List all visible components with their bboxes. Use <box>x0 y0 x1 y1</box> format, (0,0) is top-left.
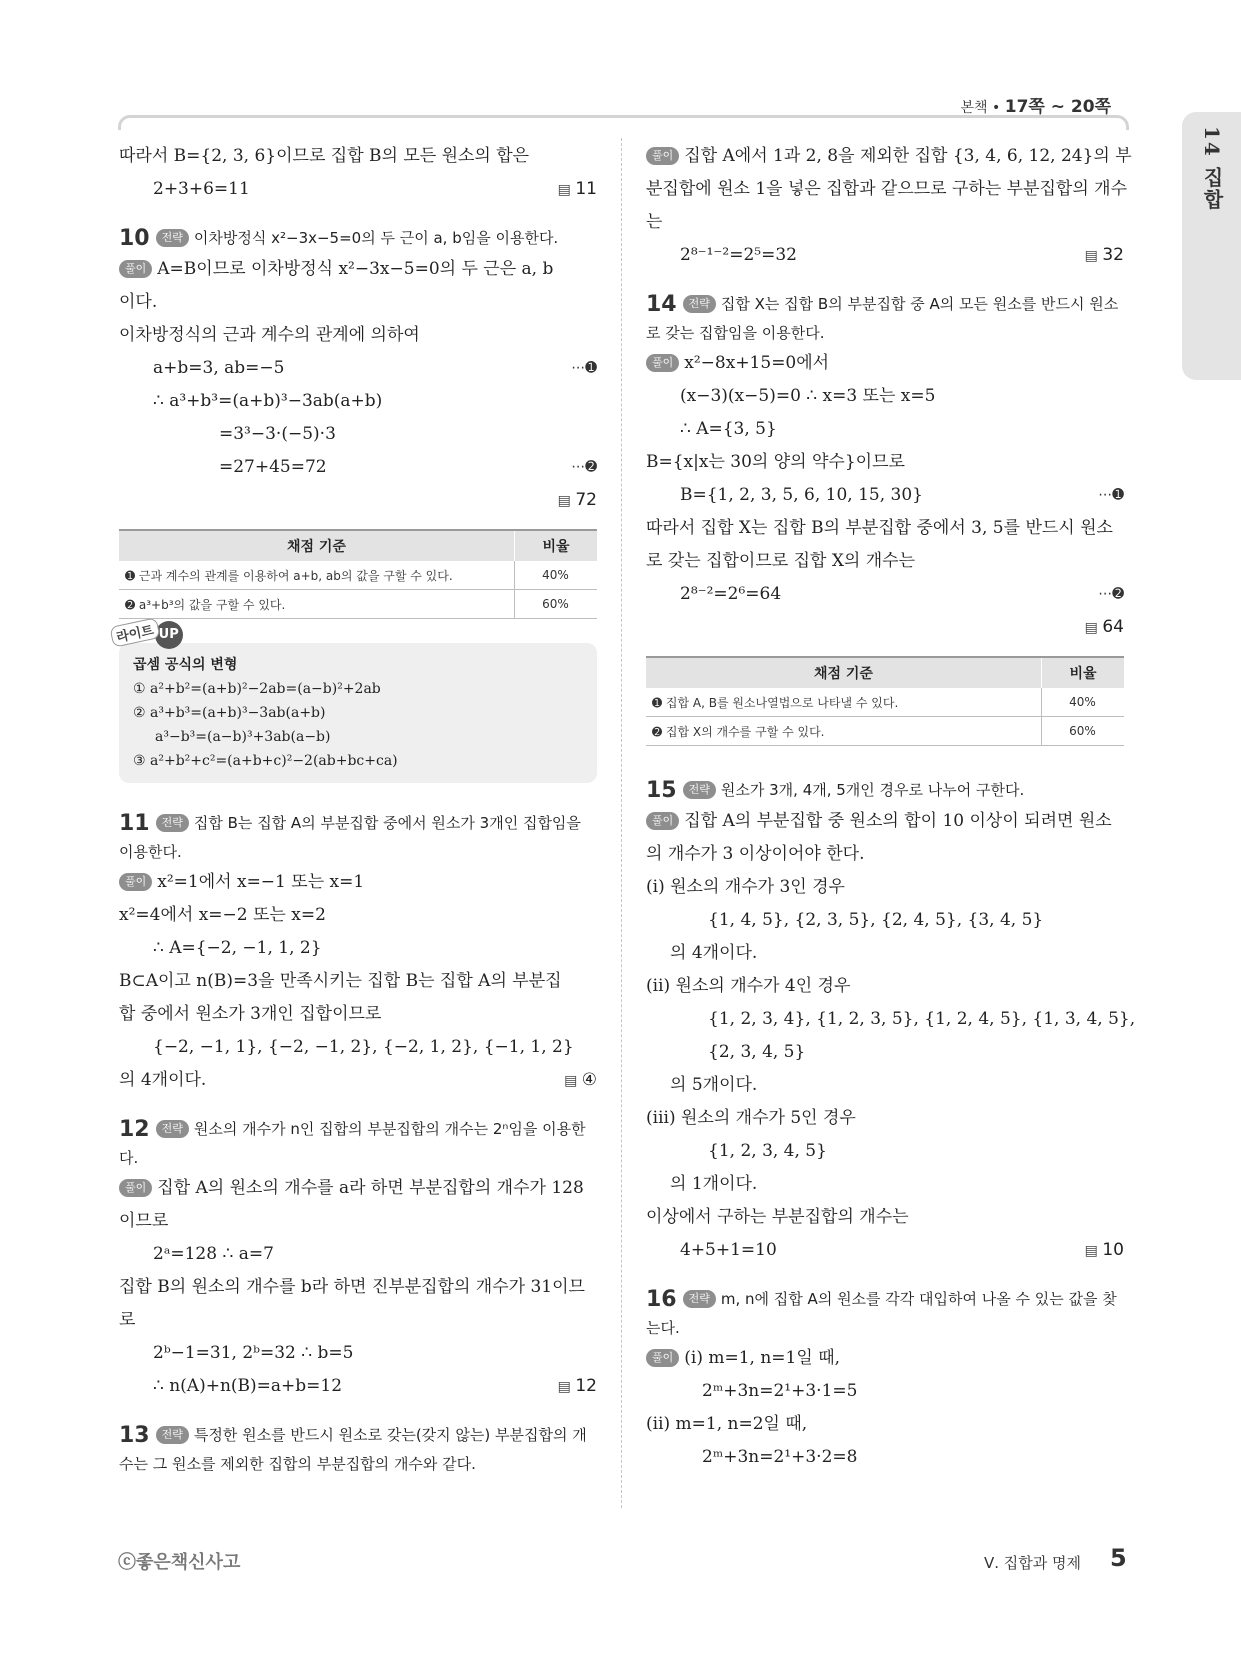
strategy-text: m, n에 집합 A의 원소를 각각 대입하여 나올 수 있는 값을 찾는다. <box>646 1290 1117 1337</box>
answer: ▤ 10 <box>1085 1234 1124 1268</box>
question-13-header <box>119 1421 597 1478</box>
solution-text: x²−8x+15=0에서 <box>684 353 830 373</box>
grading-table <box>646 656 1124 746</box>
tip-line: a³−b³=(a−b)³+3ab(a−b) <box>155 729 331 745</box>
table-cell: 40% <box>515 561 598 590</box>
equation: 2+3+6=11 <box>153 179 250 199</box>
strategy-text: 집합 B는 집합 A의 부분집합 중에서 원소가 3개인 집합임을 이용한다. <box>119 814 581 861</box>
equation-line <box>119 451 597 484</box>
tip-tag-up: UP <box>155 621 183 649</box>
chapter-tab <box>1182 112 1241 380</box>
question-10-header <box>119 224 597 253</box>
equation: 4+5+1=10 <box>680 1240 777 1260</box>
table-header: 채점 기준 <box>646 657 1042 688</box>
text-line: 로 갖는 집합이므로 집합 X의 개수는 <box>646 551 916 571</box>
text-line: (ⅱ) 원소의 개수가 4인 경우 <box>646 976 851 996</box>
header-label: 본책 <box>960 100 988 116</box>
text-line: 분집합에 원소 1을 넣은 집합과 같으므로 구하는 부분집합의 개수 <box>646 179 1128 199</box>
strategy-badge: 전략 <box>156 1426 189 1444</box>
text-line <box>119 1064 597 1097</box>
question-number: 10 <box>119 226 150 251</box>
equation-line: 2ᵇ−1=31, 2ᵇ=32 ∴ b=5 <box>153 1343 354 1363</box>
step-marker: ⋯➋ <box>571 459 597 475</box>
strategy-badge: 전략 <box>683 295 716 313</box>
table-cell: 40% <box>1042 688 1125 717</box>
tip-line: ① a²+b²=(a+b)²−2ab=(a−b)²+2ab <box>133 681 381 697</box>
text-line: B⊂A이고 n(B)=3을 만족시키는 집합 B는 집합 A의 부분집 <box>119 971 562 991</box>
question-15-header <box>646 776 1124 805</box>
equation-line: 2ᵃ=128 ∴ a=7 <box>153 1244 274 1264</box>
equation-line: 2ᵐ+3n=2¹+3·1=5 <box>702 1381 858 1401</box>
solution-text: 집합 A의 부분집합 중 원소의 합이 10 이상이 되려면 원소 <box>684 811 1112 831</box>
text-line: (ⅱ) m=1, n=2일 때, <box>646 1414 808 1434</box>
question-12-header <box>119 1115 597 1172</box>
table-row <box>646 717 1124 746</box>
strategy-badge: 전략 <box>156 229 189 247</box>
solution-badge: 풀이 <box>646 1349 679 1367</box>
text-line <box>646 1342 1124 1375</box>
table-row <box>646 688 1124 717</box>
step-marker: ⋯➊ <box>1098 487 1124 503</box>
equation-line <box>646 1234 1124 1267</box>
text-line <box>646 805 1124 838</box>
equation-line <box>646 578 1124 611</box>
table-header: 채점 기준 <box>119 530 515 561</box>
tip-tag <box>111 621 183 649</box>
question-number: 13 <box>119 1423 150 1448</box>
solution-badge: 풀이 <box>646 354 679 372</box>
text-line: 로 <box>119 1310 136 1330</box>
solution-text: A=B이므로 이차방정식 x²−3x−5=0의 두 근은 a, b <box>157 259 554 279</box>
table-cell: 60% <box>515 590 598 619</box>
equation-line <box>119 352 597 385</box>
table-cell: ➋ 집합 X의 개수를 구할 수 있다. <box>646 717 1042 746</box>
equation-line <box>119 173 597 206</box>
strategy-text: 원소의 개수가 n인 집합의 부분집합의 개수는 2ⁿ임을 이용한다. <box>119 1120 586 1167</box>
text-line <box>119 1172 597 1205</box>
text-line: 따라서 B={2, 3, 6}이므로 집합 B의 모든 원소의 합은 <box>119 146 530 166</box>
equation: a+b=3, ab=−5 <box>153 358 285 378</box>
equation-line: {1, 2, 3, 4, 5} <box>708 1141 827 1161</box>
solution-badge: 풀이 <box>119 873 152 891</box>
right-column <box>646 140 1136 1474</box>
grading-table <box>119 529 597 619</box>
equation-line: {1, 2, 3, 4}, {1, 2, 3, 5}, {1, 2, 4, 5}, {1, 3, 4, 5}, <box>708 1009 1136 1029</box>
solution-badge: 풀이 <box>646 812 679 830</box>
equation-line: =3³−3·(−5)·3 <box>219 424 336 444</box>
text: 의 4개이다. <box>119 1070 207 1090</box>
step-marker: ⋯➋ <box>1098 586 1124 602</box>
tip-tag-word: 라이트 <box>109 617 160 647</box>
answer: ▤ 64 <box>1085 611 1124 645</box>
table-row <box>119 561 597 590</box>
question-number: 15 <box>646 778 677 803</box>
table-cell: ➊ 근과 계수의 관계를 이용하여 a+b, ab의 값을 구할 수 있다. <box>119 561 515 590</box>
text-line: 이상에서 구하는 부분집합의 개수는 <box>646 1207 909 1227</box>
text-line: 는 <box>646 212 663 232</box>
text-line: 의 4개이다. <box>670 943 758 963</box>
text-line: 의 1개이다. <box>670 1174 758 1194</box>
equation-line: ∴ a³+b³=(a+b)³−3ab(a+b) <box>153 391 383 411</box>
answer: ▤ 72 <box>558 484 597 518</box>
strategy-badge: 전략 <box>156 1120 189 1138</box>
step-marker: ⋯➊ <box>571 360 597 376</box>
equation: 2⁸⁻²=2⁶=64 <box>680 584 782 604</box>
publisher-logo: ⓒ좋은책신사고 <box>118 1552 241 1573</box>
answer-line <box>646 611 1124 644</box>
solution-text: (ⅰ) m=1, n=1일 때, <box>684 1348 841 1368</box>
tip-line: ③ a²+b²+c²=(a+b+c)²−2(ab+bc+ca) <box>133 753 398 769</box>
equation-line: {2, 3, 4, 5} <box>708 1042 806 1062</box>
equation-line: ∴ A={−2, −1, 1, 2} <box>153 938 322 958</box>
text-line: 이차방정식의 근과 계수의 관계에 의하여 <box>119 325 420 345</box>
text-line: 의 개수가 3 이상이어야 한다. <box>646 844 865 864</box>
strategy-badge: 전략 <box>683 781 716 799</box>
top-rule <box>118 115 1129 130</box>
solution-badge: 풀이 <box>119 260 152 278</box>
answer: ▤ 32 <box>1085 239 1124 273</box>
question-16-header <box>646 1285 1124 1342</box>
tip-title: 곱셈 공식의 변형 <box>133 657 238 673</box>
footer-section: Ⅴ. 집합과 명제 <box>984 1554 1082 1572</box>
equation: B={1, 2, 3, 5, 6, 10, 15, 30} <box>680 485 923 505</box>
solution-text: x²=1에서 x=−1 또는 x=1 <box>157 872 365 892</box>
text-line <box>646 140 1132 173</box>
question-number: 14 <box>646 292 677 317</box>
solution-text: 집합 A의 원소의 개수를 a라 하면 부분집합의 개수가 128 <box>157 1178 584 1198</box>
question-number: 16 <box>646 1287 677 1312</box>
strategy-badge: 전략 <box>683 1290 716 1308</box>
question-11-header <box>119 809 597 866</box>
question-14-header <box>646 290 1124 347</box>
text-line: (ⅰ) 원소의 개수가 3인 경우 <box>646 877 845 897</box>
equation-line: ∴ A={3, 5} <box>680 419 777 439</box>
text-line: (ⅲ) 원소의 개수가 5인 경우 <box>646 1108 856 1128</box>
solution-badge: 풀이 <box>646 147 679 165</box>
text-line: 의 5개이다. <box>670 1075 758 1095</box>
text-line: 합 중에서 원소가 3개인 집합이므로 <box>119 1004 382 1024</box>
answer: ▤ 12 <box>558 1370 597 1404</box>
equation-line <box>646 239 1124 272</box>
question-number: 11 <box>119 811 150 836</box>
table-header: 비율 <box>1042 657 1125 688</box>
strategy-text: 특정한 원소를 반드시 원소로 갖는(갖지 않는) 부분집합의 개수는 그 원소를 제외한 집합의 부분집합의 개수와 같다. <box>119 1426 587 1473</box>
equation-line: (x−3)(x−5)=0 ∴ x=3 또는 x=5 <box>680 386 936 406</box>
text-line <box>119 866 597 899</box>
answer: ▤ ④ <box>564 1064 597 1098</box>
text-line <box>119 253 597 286</box>
strategy-text: 원소가 3개, 4개, 5개인 경우로 나누어 구한다. <box>720 781 1025 799</box>
tip-line: ② a³+b³=(a+b)³−3ab(a+b) <box>133 705 326 721</box>
text-line: 집합 B의 원소의 개수를 b라 하면 진부분집합의 개수가 31이므 <box>119 1277 585 1297</box>
table-cell: ➊ 집합 A, B를 원소나열법으로 나타낼 수 있다. <box>646 688 1042 717</box>
equation: ∴ n(A)+n(B)=a+b=12 <box>153 1376 343 1396</box>
table-row <box>119 590 597 619</box>
strategy-text: 집합 X는 집합 B의 부분집합 중 A의 모든 원소를 반드시 원소로 갖는 집합임을 이용한다. <box>646 295 1119 342</box>
table-header: 비율 <box>515 530 598 561</box>
chapter-tab-label: 14 집합 <box>1200 126 1224 211</box>
solution-text: 집합 A에서 1과 2, 8을 제외한 집합 {3, 4, 6, 12, 24}의 부 <box>684 146 1132 166</box>
equation-line: {1, 4, 5}, {2, 3, 5}, {2, 4, 5}, {3, 4, 5} <box>708 910 1044 930</box>
strategy-text: 이차방정식 x²−3x−5=0의 두 근이 a, b임을 이용한다. <box>193 229 559 247</box>
solution-badge: 풀이 <box>119 1179 152 1197</box>
answer: ▤ 11 <box>558 173 597 207</box>
answer-line <box>119 484 597 517</box>
question-number: 12 <box>119 1117 150 1142</box>
page-number: 5 <box>1110 1544 1127 1572</box>
equation: =27+45=72 <box>219 457 327 477</box>
header-pages: 17쪽 ~ 20쪽 <box>1004 97 1111 117</box>
table-cell: ➋ a³+b³의 값을 구할 수 있다. <box>119 590 515 619</box>
column-divider <box>621 138 622 1508</box>
text-line: 이므로 <box>119 1211 169 1231</box>
equation-line: 2ᵐ+3n=2¹+3·2=8 <box>702 1447 858 1467</box>
text-line <box>646 347 1124 380</box>
text-line: 이다. <box>119 292 158 312</box>
left-column <box>115 140 597 1478</box>
text-line: B={x|x는 30의 양의 약수}이므로 <box>646 452 905 472</box>
tip-box <box>115 623 597 783</box>
equation-line <box>646 479 1124 512</box>
equation-line <box>119 1370 597 1403</box>
strategy-badge: 전략 <box>156 814 189 832</box>
equation-line: {−2, −1, 1}, {−2, −1, 2}, {−2, 1, 2}, {−1, 1, 2} <box>153 1037 574 1057</box>
text-line: 따라서 집합 X는 집합 B의 부분집합 중에서 3, 5를 반드시 원소 <box>646 518 1113 538</box>
page-header: 본책 • 17쪽 ~ 20쪽 <box>960 97 1111 117</box>
equation: 2⁸⁻¹⁻²=2⁵=32 <box>680 245 797 265</box>
table-cell: 60% <box>1042 717 1125 746</box>
text-line: x²=4에서 x=−2 또는 x=2 <box>119 905 326 925</box>
